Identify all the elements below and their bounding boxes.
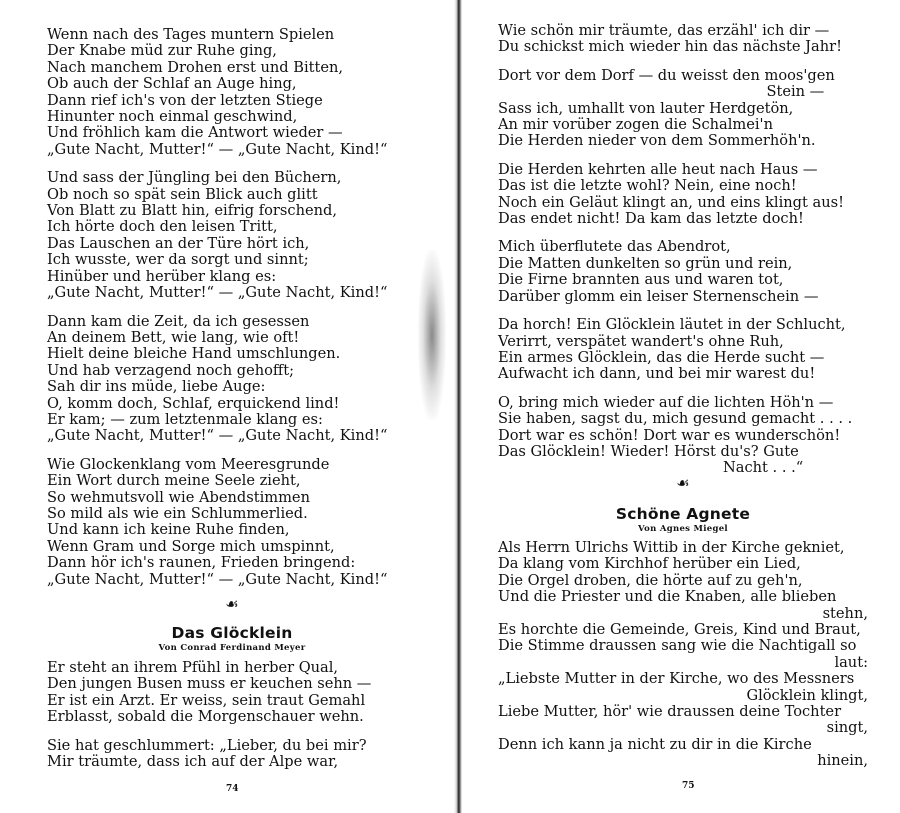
verse-line: Die Firne brannten aus und waren tot,: [498, 271, 784, 289]
ornament-icon: ☙: [676, 476, 690, 492]
verse-line: So mild als wie ein Schlummerlied.: [47, 504, 308, 522]
verse-line: Dann kam die Zeit, da ich gesessen: [47, 312, 310, 330]
verse-line-continuation: stehn,: [822, 604, 868, 622]
verse-line: Wie Glockenklang vom Meeresgrunde: [47, 455, 330, 473]
stanza: [47, 314, 387, 445]
verse-line: Ein armes Glöcklein, das die Herde sucht —: [498, 348, 825, 366]
verse-line: Der Knabe müd zur Ruhe ging,: [47, 42, 277, 60]
poem-author: Von Agnes Miegel: [638, 524, 728, 534]
verse-line: Die Herden nieder von dem Sommerhöh'n.: [498, 132, 816, 150]
verse-line: Da horch! Ein Glöcklein läutet in der Schlucht,: [498, 316, 846, 334]
verse-line: Sass ich, umhallt von lauter Herdgetön,: [498, 99, 794, 117]
ornament-icon: ☙: [225, 597, 239, 613]
verse-line: Und fröhlich kam die Antwort wieder —: [47, 124, 343, 142]
verse-line: Den jungen Busen muss er keuchen sehn —: [47, 675, 372, 693]
poem2-text-block: [47, 660, 371, 782]
verse-line: Und sass der Jüngling bei den Büchern,: [47, 169, 342, 187]
verse-line: Wie schön mir träumte, das erzähl' ich dir —: [498, 22, 830, 39]
stanza: [47, 738, 371, 771]
verse-line: Die Stimme draussen sang wie die Nachtigall so: [498, 637, 857, 655]
verse-line: Wenn Gram und Sorge mich umspinnt,: [47, 537, 335, 555]
poem3-text-block: [498, 540, 868, 770]
verse-line: Es horchte die Gemeinde, Greis, Kind und Braut,: [498, 621, 861, 639]
verse-line: Darüber glomm ein leiser Sternenschein —: [498, 287, 819, 305]
stanza: [47, 457, 387, 588]
verse-line: O, bring mich wieder auf die lichten Höh'n —: [498, 393, 834, 411]
verse-line: Ob auch der Schlaf an Auge hing,: [47, 75, 297, 93]
verse-line: Ich hörte doch den leisen Tritt,: [47, 218, 278, 236]
stanza: [498, 23, 852, 56]
verse-line: Er kam; — zum letztenmale klang es:: [47, 410, 323, 428]
left-page: [0, 0, 440, 813]
verse-line: Dort vor dem Dorf — du weisst den moos'gen: [498, 66, 835, 84]
stanza: [498, 239, 852, 305]
verse-line: Dann hör ich's raunen, Frieden bringend:: [47, 554, 356, 572]
verse-line: An mir vorüber zogen die Schalmei'n: [498, 116, 773, 134]
verse-line: Die Orgel droben, die hörte auf zu geh'n,: [498, 571, 803, 589]
verse-line-continuation: Stein —: [766, 83, 825, 101]
verse-line: Liebe Mutter, hör' wie draussen deine Tochter: [498, 703, 842, 721]
verse-line: „Gute Nacht, Mutter!“ — „Gute Nacht, Kind!“: [47, 140, 388, 158]
verse-line: Sie hat geschlummert: „Lieber, du bei mir?: [47, 736, 367, 754]
verse-line: Mir träumte, dass ich auf der Alpe war,: [47, 753, 339, 771]
verse-line: Sah dir ins müde, liebe Auge:: [47, 378, 266, 396]
right-page: [466, 0, 900, 813]
stanza: [498, 395, 852, 477]
poem-author: Von Conrad Ferdinand Meyer: [158, 643, 306, 653]
stanza: [498, 162, 852, 228]
left-text-block: [47, 27, 387, 600]
poem-title: Schöne Agnete: [615, 505, 751, 523]
poem-ornament: [498, 475, 868, 493]
verse-line: O, komm doch, Schlaf, erquickend lind!: [47, 394, 340, 412]
verse-line: Er ist ein Arzt. Er weiss, sein traut Gemahl: [47, 691, 366, 709]
page-number: 75: [682, 781, 695, 791]
book-spine: [454, 0, 462, 813]
verse-line: Erblasst, sobald die Morgenschauer wehn.: [47, 708, 364, 726]
stanza: [498, 68, 852, 150]
verse-line: Das ist die letzte wohl? Nein, eine noch!: [498, 177, 797, 195]
poem-heading: [47, 624, 417, 653]
verse-line: Dann rief ich's von der letzten Stiege: [47, 91, 323, 109]
verse-line: Aufwacht ich dann, und bei mir warest du!: [498, 365, 816, 383]
verse-line-continuation: Nacht . . .“: [723, 459, 804, 477]
stanza: [47, 27, 387, 158]
verse-line: Das endet nicht! Da kam das letzte doch!: [498, 210, 804, 228]
verse-line: Und hab verzagend noch gehofft;: [47, 361, 295, 379]
verse-line: Und die Priester und die Knaben, alle blieben: [498, 588, 837, 606]
verse-line: Denn ich kann ja nicht zu dir in die Kirche: [498, 735, 812, 753]
poem-ornament: [47, 596, 417, 614]
verse-line: Er steht an ihrem Pfühl in herber Qual,: [47, 659, 339, 676]
verse-line: Hielt deine bleiche Hand umschlungen.: [47, 345, 341, 363]
stanza: [47, 660, 371, 726]
verse-line: „Gute Nacht, Mutter!“ — „Gute Nacht, Kind!“: [47, 570, 388, 588]
verse-line: Sie haben, sagst du, mich gesund gemacht . . . .: [498, 410, 853, 428]
verse-line: Hinüber und herüber klang es:: [47, 267, 277, 285]
verse-line: Verirrt, verspätet wandert's ohne Ruh,: [498, 332, 784, 350]
verse-line: Du schickst mich wieder hin das nächste Jahr!: [498, 38, 842, 56]
verse-line: Dort war es schön! Dort war es wunderschön!: [498, 426, 841, 444]
verse-line: Das Glöcklein! Wieder! Hörst du's? Gute: [498, 442, 799, 460]
verse-line: „Gute Nacht, Mutter!“ — „Gute Nacht, Kind!“: [47, 284, 388, 302]
verse-line: Nach manchem Drohen erst und Bitten,: [47, 58, 344, 76]
verse-line: Ich wusste, wer da sorgt und sinnt;: [47, 251, 309, 269]
stanza: [498, 317, 852, 383]
verse-line: Und kann ich keine Ruhe finden,: [47, 521, 290, 539]
verse-line: Noch ein Geläut klingt an, und eins klingt aus!: [498, 193, 844, 211]
verse-line: Ein Wort durch meine Seele zieht,: [47, 472, 301, 490]
verse-line: Die Matten dunkelten so grün und rein,: [498, 254, 793, 272]
verse-line: „Liebste Mutter in der Kirche, wo des Messners: [498, 670, 855, 688]
poem-heading: [498, 505, 868, 534]
verse-line: Hinunter noch einmal geschwind,: [47, 108, 298, 126]
page-number: 74: [226, 784, 239, 794]
verse-line: Mich überflutete das Abendrot,: [498, 238, 731, 256]
verse-line-continuation: Glöcklein klingt,: [746, 686, 868, 704]
verse-line-continuation: hinein,: [817, 752, 868, 770]
poem-title: Das Glöcklein: [171, 624, 293, 642]
verse-line: Als Herrn Ulrichs Wittib in der Kirche gekniet,: [498, 539, 845, 556]
verse-line: Von Blatt zu Blatt hin, eifrig forschend,: [47, 202, 337, 220]
verse-line: Ob noch so spät sein Blick auch glitt: [47, 185, 318, 203]
verse-line-continuation: laut:: [834, 653, 868, 671]
verse-line: „Gute Nacht, Mutter!“ — „Gute Nacht, Kind!“: [47, 427, 388, 445]
verse-line-continuation: singt,: [826, 719, 868, 737]
right-text-block: [498, 23, 852, 489]
stanza: [47, 170, 387, 301]
verse-line: So wehmutsvoll wie Abendstimmen: [47, 488, 310, 506]
verse-line: Da klang vom Kirchhof herüber ein Lied,: [498, 555, 801, 573]
verse-line: Die Herden kehrten alle heut nach Haus —: [498, 160, 818, 178]
verse-line: An deinem Bett, wie lang, wie oft!: [47, 328, 300, 346]
verse-line: Wenn nach des Tages muntern Spielen: [47, 26, 335, 43]
verse-line: Das Lauschen an der Türe hört ich,: [47, 234, 310, 252]
